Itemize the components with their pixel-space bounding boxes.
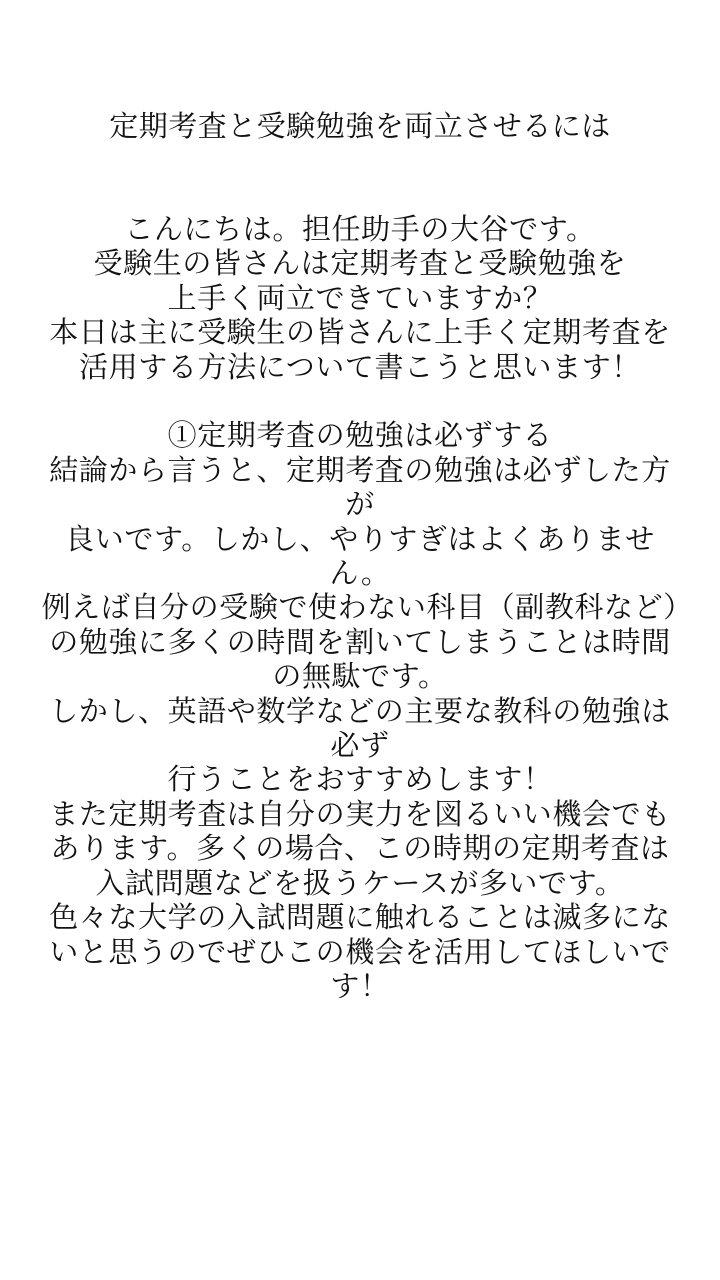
spacer xyxy=(40,384,680,418)
article-body xyxy=(40,212,680,1003)
section-line: 良いです。しかし、やりすぎはよくありません。 xyxy=(65,521,655,591)
intro-line: 上手く両立できていますか？ xyxy=(167,280,553,315)
section-line: 色々な大学の入試問題に触れることは滅多にないと思うのでぜひこの機会を活用してほしいです！ xyxy=(49,900,671,1003)
section-line: 結論から言うと、定期考査の勉強は必ずした方が xyxy=(49,452,671,522)
article-title: 定期考査と受験勉強を両立させるには xyxy=(109,109,611,143)
section-line: 行うことをおすすめします！ xyxy=(167,762,553,797)
intro-line: こんにちは。担任助手の大谷です。 xyxy=(124,212,596,246)
section-line: しかし、英語や数学などの主要な教科の勉強は必ず xyxy=(49,693,671,763)
intro-line: 受験生の皆さんは定期考査と受験勉強を xyxy=(93,246,627,281)
section-line: また定期考査は自分の実力を図るいい機会でもあります。多くの場合、この時期の定期考査は入試問題などを扱うケースが多いです。 xyxy=(49,796,671,900)
section-heading: ①定期考査の勉強は必ずする xyxy=(167,418,553,453)
intro-line: 本日は主に受験生の皆さんに上手く定期考査を活用する方法について書こうと思います！ xyxy=(49,315,671,384)
section-line: 例えば自分の受験で使わない科目（副教科など）の勉強に多くの時間を割いてしまうことは時間の無駄です。 xyxy=(41,590,679,694)
